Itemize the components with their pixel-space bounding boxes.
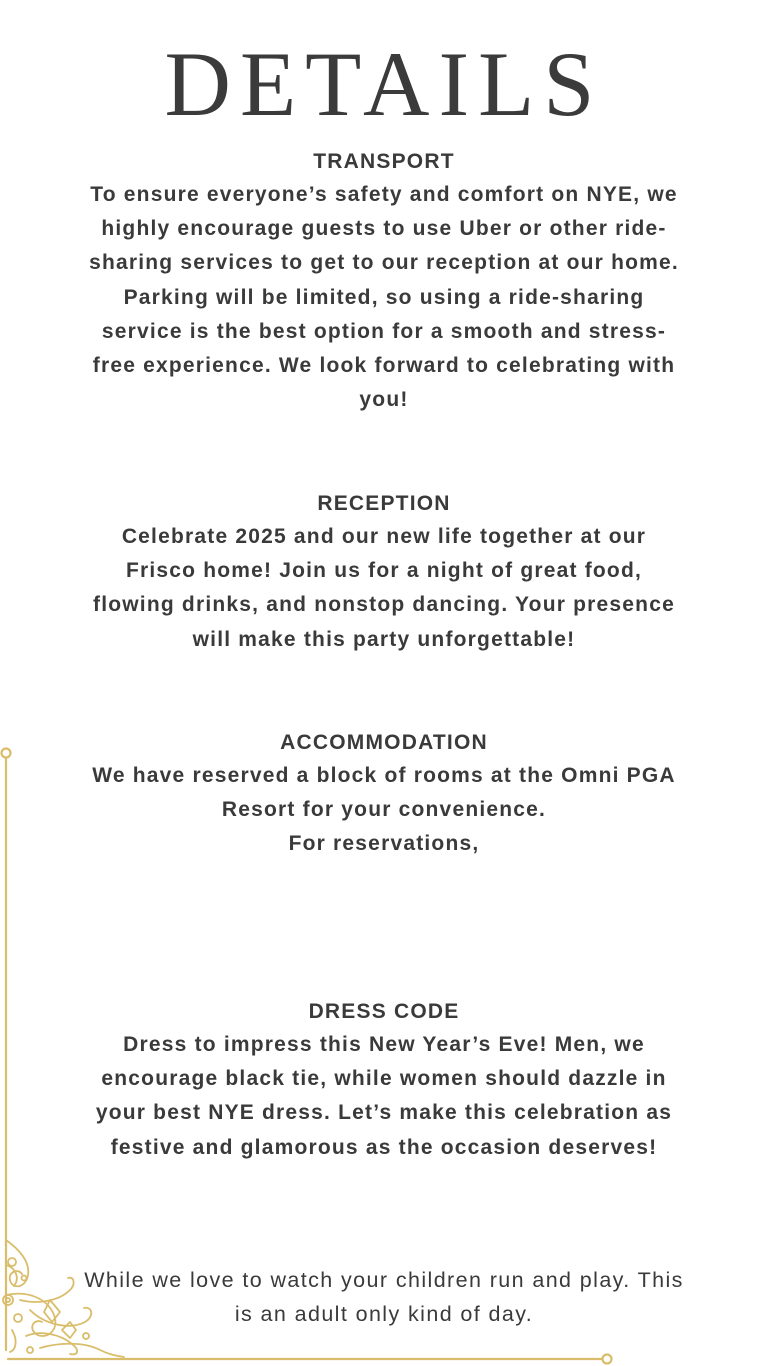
- floral-corner-icon: [3, 1240, 124, 1357]
- dress-code-heading: DRESS CODE: [308, 1000, 460, 1023]
- accommodation-heading: ACCOMMODATION: [280, 731, 488, 754]
- reception-heading: RECEPTION: [317, 492, 451, 515]
- gold-corner-frame: [0, 740, 620, 1366]
- dress-code-body: Dress to impress this New Year’s Eve! Men, we encourage black tie, while women should dazzle in your best NYE dress. Let’s make this celebration as festive and glamorous as the occasion deserves!: [95, 1033, 673, 1159]
- frame-top-circle-icon: [2, 749, 11, 758]
- transport-heading: TRANSPORT: [313, 150, 455, 173]
- transport-section: [84, 146, 684, 417]
- adults-only-note: While we love to watch your children run and play. This is an adult only kind of day.: [84, 1268, 684, 1326]
- reception-body: Celebrate 2025 and our new life together at our Frisco home! Join us for a night of great food, flowing drinks, and nonstop dancing. Your presence will make this party unforgettable!: [93, 525, 675, 651]
- page-title: DETAILS: [164, 33, 604, 135]
- accommodation-body: We have reserved a block of rooms at the Omni PGA Resort for your convenience.: [92, 764, 676, 822]
- reception-section: [84, 488, 684, 657]
- frame-end-circle-icon: [603, 1355, 612, 1364]
- reservations-text: For reservations,: [288, 832, 480, 856]
- transport-body: To ensure everyone’s safety and comfort on NYE, we highly encourage guests to use Uber or other ride-sharing services to get to our reception at our home. Parking will be limited, so using a ride-sharing service is the best option for a smooth and stress-free experience. We look forward to celebrating with you!: [89, 183, 679, 412]
